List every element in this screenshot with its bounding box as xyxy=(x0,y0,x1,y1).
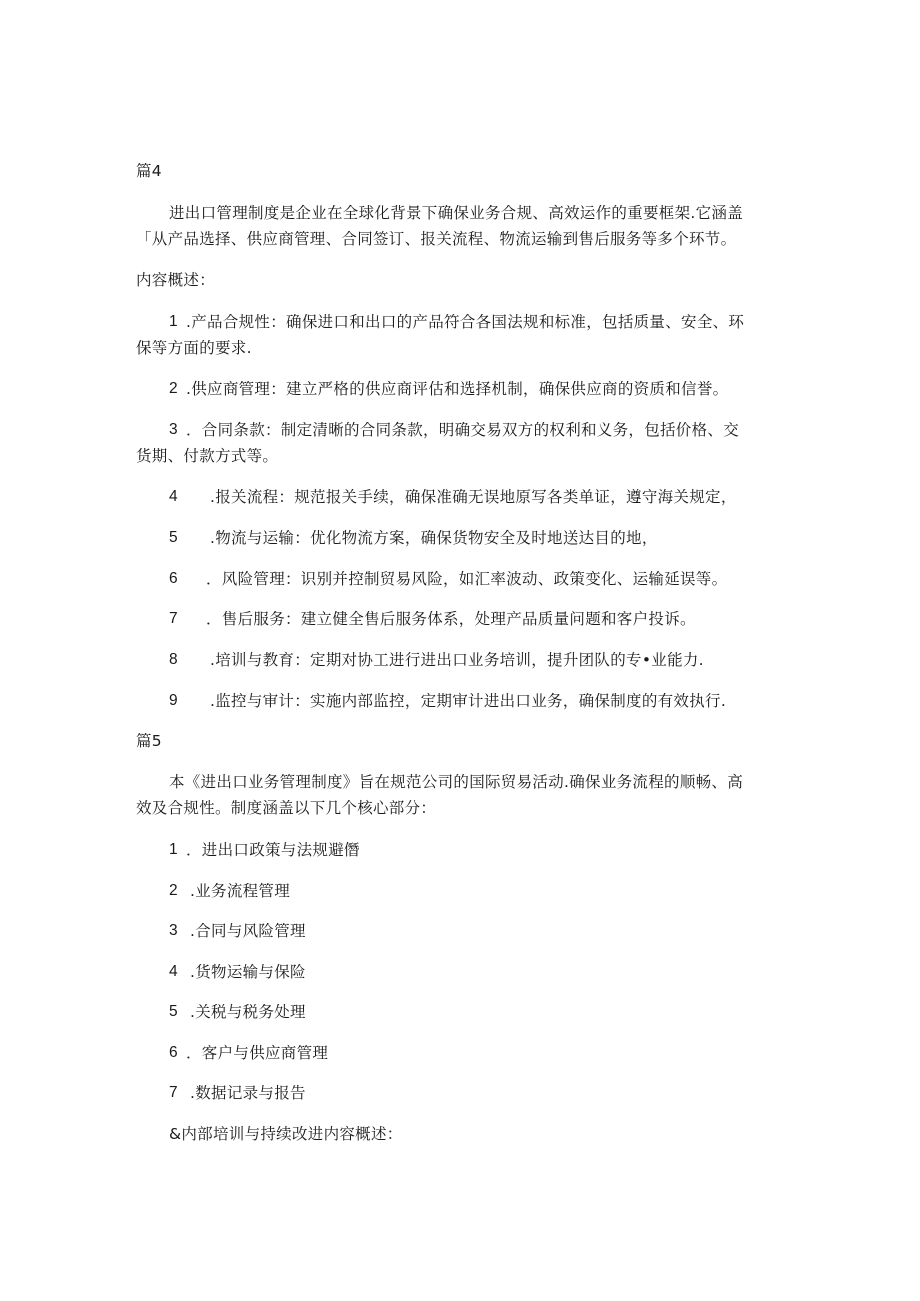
list-item-text: ．售后服务：建立健全售后服务体系，处理产品质量问题和客户投诉。 xyxy=(206,610,696,628)
list-item-text-continuation: 货期、付款方式等。 xyxy=(136,447,279,465)
list-item-number: 5 xyxy=(169,529,178,546)
list-item-number: 3 xyxy=(169,421,178,438)
list-item-text: .货物运输与保险 xyxy=(190,963,306,981)
list-item-text: ．进出口政策与法规避僭 xyxy=(186,841,360,859)
list-item-text: .产品合规性：确保进口和出口的产品符合各国法规和标准，包括质量、安全、环 xyxy=(186,313,745,331)
list-item-text: .供应商管理：建立严格的供应商评估和选择机制，确保供应商的资质和信誉。 xyxy=(186,380,729,398)
list-item-number: 6 xyxy=(169,570,178,587)
list-item-text: .合同与风险管理 xyxy=(190,922,306,940)
list-item-text-continuation: 保等方面的要求. xyxy=(136,339,252,357)
section-5-intro-line-1: 本《进出口业务管理制度》旨在规范公司的国际贸易活动.确保业务流程的顺畅、高 xyxy=(169,773,744,791)
list-item-number: 7 xyxy=(169,1084,178,1101)
list-item-text: .数据记录与报告 xyxy=(190,1084,306,1102)
section-4-heading: 篇4 xyxy=(136,162,162,180)
list-item-text: .监控与审计：实施内部监控，定期审计进出口业务，确保制度的有效执行. xyxy=(210,692,727,710)
section-5-intro-line-2: 效及合规性。制度涵盖以下几个核心部分： xyxy=(136,799,437,817)
list-item-number: 1 xyxy=(169,841,178,858)
list-item-text: ．合同条款：制定清晰的合同条款，明确交易双方的权利和义务，包括价格、交 xyxy=(186,421,740,439)
list-item-number: 6 xyxy=(169,1044,178,1061)
list-item-number: 9 xyxy=(169,692,178,709)
list-item-text: .培训与教育：定期对协工进行进出口业务培训，提升团队的专•业能力. xyxy=(210,651,704,669)
list-item-number: 8 xyxy=(169,651,178,668)
list-item-number: 4 xyxy=(169,963,178,980)
list-item-text: ．风险管理：识别并控制贸易风险，如汇率波动、政策变化、运输延误等。 xyxy=(206,570,728,588)
list-item-text: .关税与税务处理 xyxy=(190,1003,306,1021)
section-5-heading: 篇5 xyxy=(136,732,162,750)
section-4-intro-line-2: 「从产品选择、供应商管理、合同签订、报关流程、物流运输到售后服务等多个环节。 xyxy=(136,230,737,248)
list-item-text: .报关流程：规范报关手续，确保准确无误地原写各类单证，遵守海关规定， xyxy=(210,488,737,506)
section-4-intro-line-1: 进出口管理制度是企业在全球化背景下确保业务合规、高效运作的重要框架.它涵盖 xyxy=(169,204,744,222)
list-item-number: 5 xyxy=(169,1003,178,1020)
list-item-text: ．客户与供应商管理 xyxy=(186,1044,329,1062)
list-item-text: .业务流程管理 xyxy=(190,882,291,900)
list-item-number: 2 xyxy=(169,380,178,397)
list-item-text: .物流与运输：优化物流方案，确保货物安全及时地送达目的地， xyxy=(210,529,658,547)
list-item-number: 7 xyxy=(169,610,178,627)
list-item-number: 1 xyxy=(169,313,178,330)
list-item-number: 2 xyxy=(169,882,178,899)
list-item-number: 3 xyxy=(169,922,178,939)
section-5-closing-line: &内部培训与持续改进内容概述： xyxy=(169,1125,403,1143)
section-4-overview-label: 内容概述： xyxy=(136,271,216,289)
list-item-number: 4 xyxy=(169,488,178,505)
